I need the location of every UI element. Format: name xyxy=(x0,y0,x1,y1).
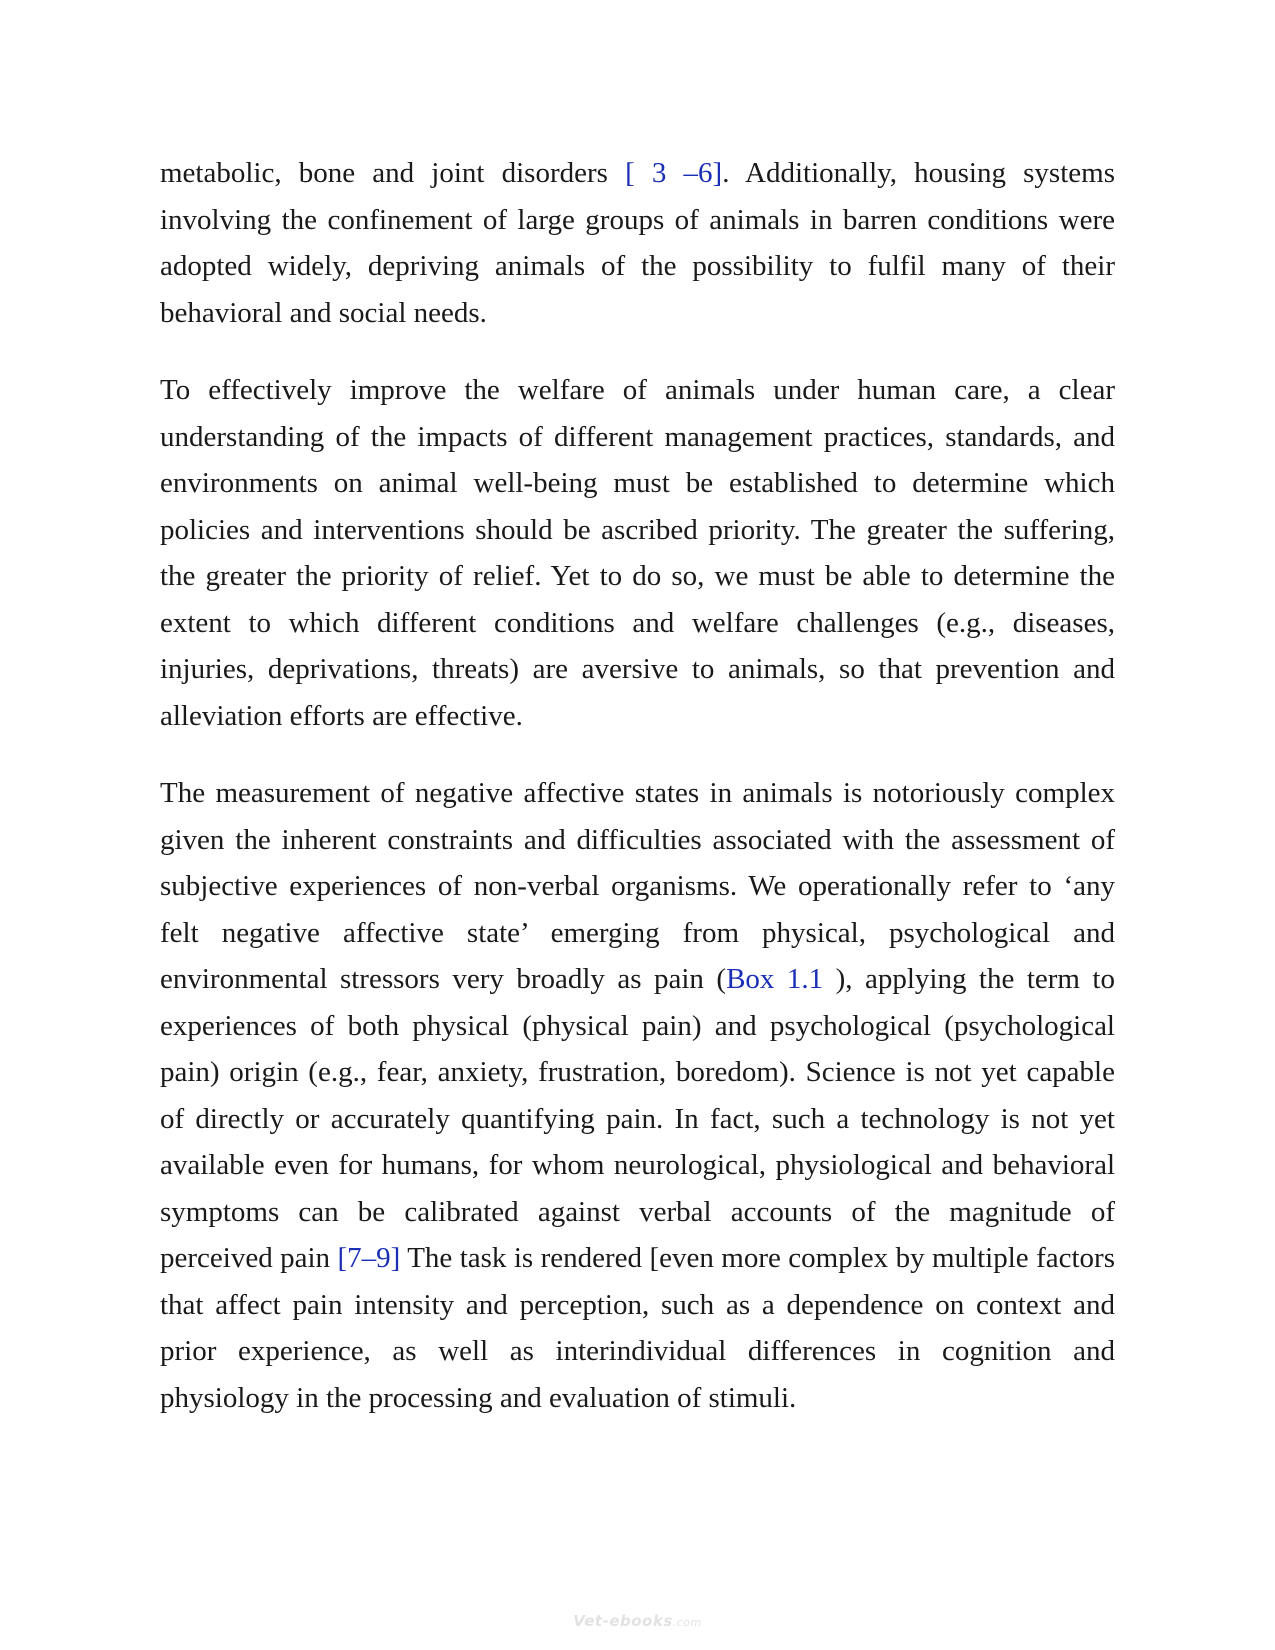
box-reference-link[interactable]: Box 1.1 xyxy=(726,963,836,995)
paragraph-text: metabolic, bone and joint disorders xyxy=(160,157,626,189)
paragraph-text: The task is rendered [even more complex by multiple factors that affect pain intensity and perception, such as a dependence on context and prior experience, as well as interindividual differences in cognition and physiology in the processing and evaluation of stimuli. xyxy=(160,1242,1115,1414)
paragraph-text: The measurement of negative affective states in animals is notoriously complex given the inherent constraints and difficulties associated with the assessment of subjective experiences of non-verbal organisms. We operationally refer to ‘any felt negative affective state’ emerging from physical, psychological and environmental stressors very broadly as pain ( xyxy=(160,777,1115,995)
paragraph-text: ), applying the term to experiences of both physical (physical pain) and psychological (psychological pain) origin (e.g., fear, anxiety, frustration, boredom). Science is not yet capable of directly or accurately quantifying pain. In fact, such a technology is not yet available even for humans, for whom neurological, physiological and behavioral symptoms can be calibrated against verbal accounts of the magnitude of perceived pain xyxy=(160,963,1115,1274)
watermark-suffix: .com xyxy=(672,1616,702,1629)
citation-link[interactable]: [7–9] xyxy=(337,1242,401,1274)
watermark xyxy=(0,1612,1275,1630)
watermark-text: Vet-ebooks xyxy=(573,1612,673,1630)
paragraph-text: To effectively improve the welfare of animals under human care, a clear understanding of the impacts of different management practices, standards, and environments on animal well-being must be established to determine which policies and interventions should be ascribed priority. The greater the suffering, the greater the priority of relief. Yet to do so, we must be able to determine the extent to which different conditions and welfare challenges (e.g., diseases, injuries, deprivations, threats) are aversive to animals, so that prevention and alleviation efforts are effective. xyxy=(160,374,1115,732)
citation-link[interactable]: [ 3 –6] xyxy=(625,157,723,189)
paragraph-text: . Additionally, housing systems involving the confinement of large groups of animals in barren conditions were adopted widely, depriving animals of the possibility to fulfil many of their behavioral and social needs. xyxy=(160,157,1115,329)
document-body xyxy=(160,150,1115,1421)
paragraph-1 xyxy=(160,150,1115,336)
paragraph-3 xyxy=(160,770,1115,1421)
paragraph-2 xyxy=(160,367,1115,739)
